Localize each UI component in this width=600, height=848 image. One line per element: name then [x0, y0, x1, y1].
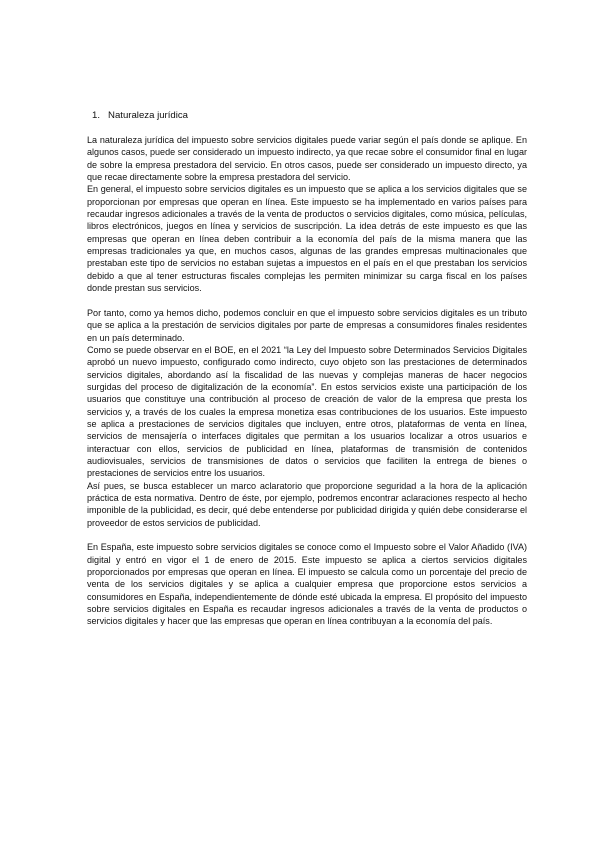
paragraph-espana: En España, este impuesto sobre servicios digitales se conoce como el Impuesto sobre el Valor Añadido (IVA) digital y entró en vigor el 1 de enero de 2015. Este impuesto se aplica a ciertos servicios digitales proporcionados por empresas que operan en línea. El impuesto se calcula como un porcentaje del precio de venta de los servicios digitales y se aplica a cualquier empresa que proporcione estos servicios a consumidores en España, independientemente de dónde esté ubicada la empresa. El propósito del impuesto sobre servicios digitales en España es recaudar ingresos adicionales a través de la venta de productos o servicios digitales y hacer que las empresas que operan en línea contribuyan a la economía del país. [87, 542, 527, 627]
paragraph-asi-pues: Así pues, se busca establecer un marco aclaratorio que proporcione seguridad a la hora de la aplicación práctica de esta normativa. Dentro de éste, por ejemplo, podremos encontrar aclaraciones respecto al hecho imponible de la publicidad, es decir, qué debe entenderse por publicidad dirigida y quién debe considerarse el proveedor de estos servicios de publicidad. [87, 480, 527, 528]
paragraph-por-tanto: Por tanto, como ya hemos dicho, podemos concluir en que el impuesto sobre servicios digitales es un tributo que se aplica a la prestación de servicios digitales por parte de empresas a consumidores finales residentes en un país determinado. [87, 307, 527, 343]
body-text [87, 134, 527, 628]
section-title: Naturaleza jurídica [108, 110, 189, 121]
paragraph-spacer [87, 294, 527, 306]
paragraph-en-general: En general, el impuesto sobre servicios digitales es un impuesto que se aplica a los servicios digitales que se proporcionan por empresas que operan en línea. Este impuesto se ha implementado en varios países para recaudar ingresos adicionales a través de la venta de productos o servicios digitales, como música, películas, libros electrónicos, juegos en línea y servicios de suscripción. La idea detrás de este impuesto es que las empresas que operan en línea deben contribuir a la economía del país de la misma manera que las empresas tradicionales ya que, en muchos casos, algunas de las grandes empresas multinacionales que prestaban este tipo de servicios no estaban sujetas a impuestos en el país en el que prestaban los servicios debido a que al tener estructuras fiscales complejas les permiten minimizar su carga fiscal en los países donde prestan sus servicios. [87, 184, 527, 294]
paragraph-boe: Como se puede observar en el BOE, en el 2021 “la Ley del Impuesto sobre Determinados Servicios Digitales aprobó un nuevo impuesto, configurado como indirecto, cuyo objeto son las prestaciones de determinados servicios digitales, abordando así la fiscalidad de las nuevas y complejas maneras de hacer negocios surgidas del proceso de digitalización de la economía”. En estos servicios existe una participación de los usuarios que constituye una contribución al proceso de creación de valor de la empresa que presta los servicios y, a través de los cuales la empresa monetiza esas contribuciones de los usuarios. Este impuesto se aplica a prestaciones de servicios digitales que incluyen, entre otros, plataformas de venta en línea, servicios de mensajería o interfaces digitales que permitan a los usuarios localizar a otros usuarios e interactuar con ellos, servicios de publicidad en línea, plataformas de transmisión de contenidos audiovisuales, servicios de transmisiones de datos o servicios que faciliten la entrega de bienes o prestaciones de servicios entre los usuarios. [87, 344, 527, 479]
paragraph-spacer [87, 529, 527, 541]
paragraph-naturaleza: La naturaleza jurídica del impuesto sobre servicios digitales puede variar según el país donde se aplique. En algunos casos, puede ser considerado un impuesto indirecto, ya que recae sobre el consumidor final en lugar de sobre la empresa prestadora del servicio. En otros casos, puede ser considerado un impuesto directo, ya que recae directamente sobre la empresa prestadora del servicio. [87, 135, 527, 183]
section-number: 1. [92, 110, 101, 121]
section-heading [92, 109, 188, 122]
